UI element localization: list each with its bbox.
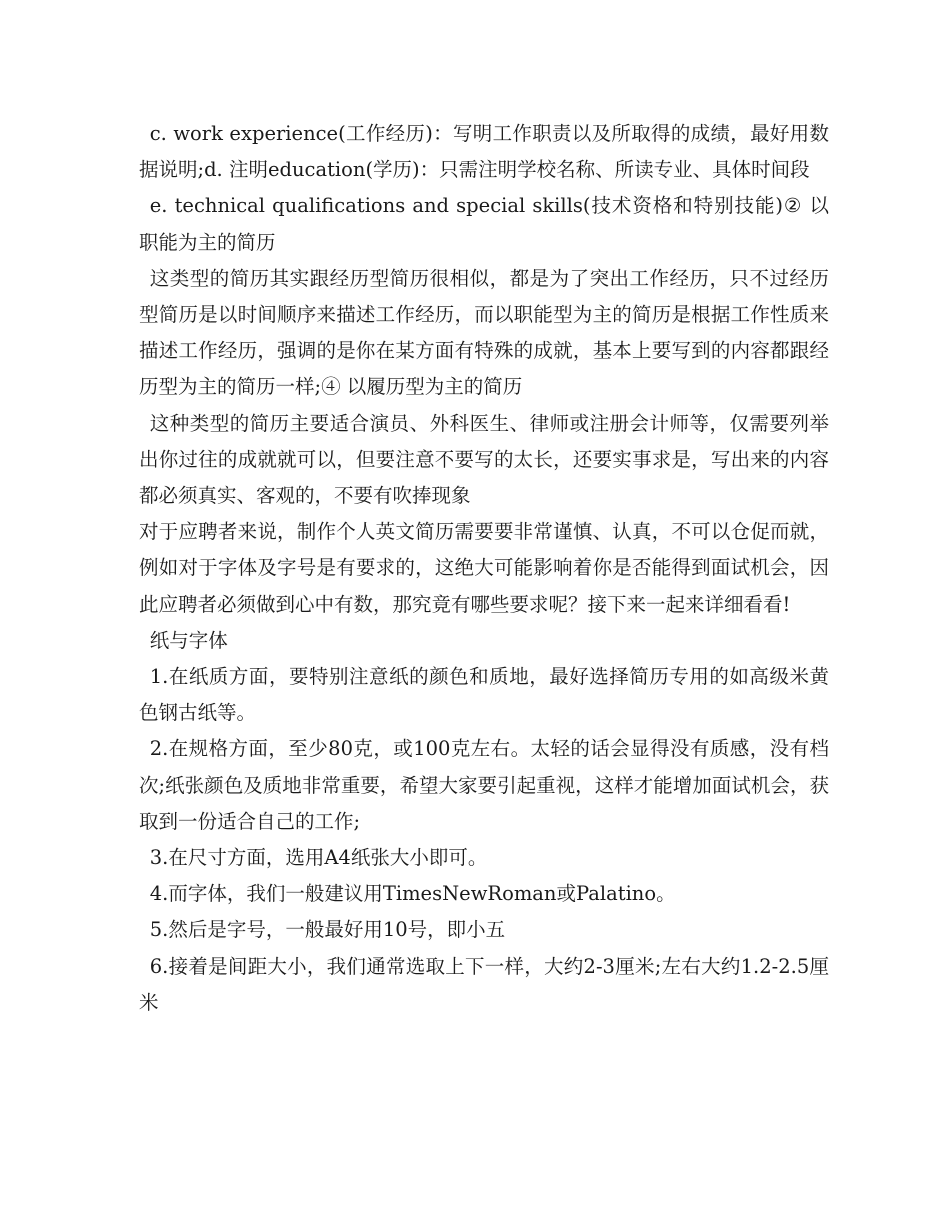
list-item-font-size: 5.然后是字号，一般最好用10号，即小五 (149, 918, 506, 942)
section-heading-paper-font: 纸与字体 (149, 628, 228, 652)
paragraph-functional-resume: 这类型的简历其实跟经历型简历很相似，都是为了突出工作经历，只不过经历型简历是以时间顺序来描述工作经历，而以职能型为主的简历是根据工作性质来描述工作经历，强调的是你在某方面有特殊的成就，基本上要写到的内容都跟经历型为主的简历一样;④ 以履历型为主的简历 (139, 266, 829, 399)
paragraph-cv-resume: 这种类型的简历主要适合演员、外科医生、律师或注册会计师等，仅需要列举出你过往的成就就可以，但要注意不要写的太长，还要实事求是，写出来的内容都必须真实、客观的，不要有吹捧现象 (139, 411, 829, 508)
document-body (139, 116, 829, 1021)
list-item-margins: 6.接着是间距大小，我们通常选取上下一样，大约2-3厘米;左右大约1.2-2.5厘米 (139, 954, 829, 1014)
list-item-paper-quality: 1.在纸质方面，要特别注意纸的颜色和质地，最好选择简历专用的如高级米黄色钢古纸等。 (139, 665, 829, 725)
paragraph-technical-skills: e. technical qualifications and special skills(技术资格和特别技能)② 以职能为主的简历 (139, 194, 829, 254)
list-item-paper-size: 3.在尺寸方面，选用A4纸张大小即可。 (149, 846, 488, 870)
paragraph-intro: 对于应聘者来说，制作个人英文简历需要要非常谨慎、认真，不可以仓促而就，例如对于字体及字号是有要求的，这绝大可能影响着你是否能得到面试机会，因此应聘者必须做到心中有数，那究竟有哪些要求呢？接下来一起来详细看看! (139, 520, 829, 616)
list-item-font: 4.而字体，我们一般建议用TimesNewRoman或Palatino。 (149, 882, 676, 906)
list-item-paper-weight: 2.在规格方面，至少80克，或100克左右。太轻的话会显得没有质感，没有档次;纸张颜色及质地非常重要，希望大家要引起重视，这样才能增加面试机会，获取到一份适合自己的工作; (139, 737, 829, 833)
paragraph-work-experience: c. work experience(工作经历)：写明工作职责以及所取得的成绩，最好用数据说明;d. 注明education(学历)：只需注明学校名称、所读专业、具体时间段 (139, 122, 829, 182)
